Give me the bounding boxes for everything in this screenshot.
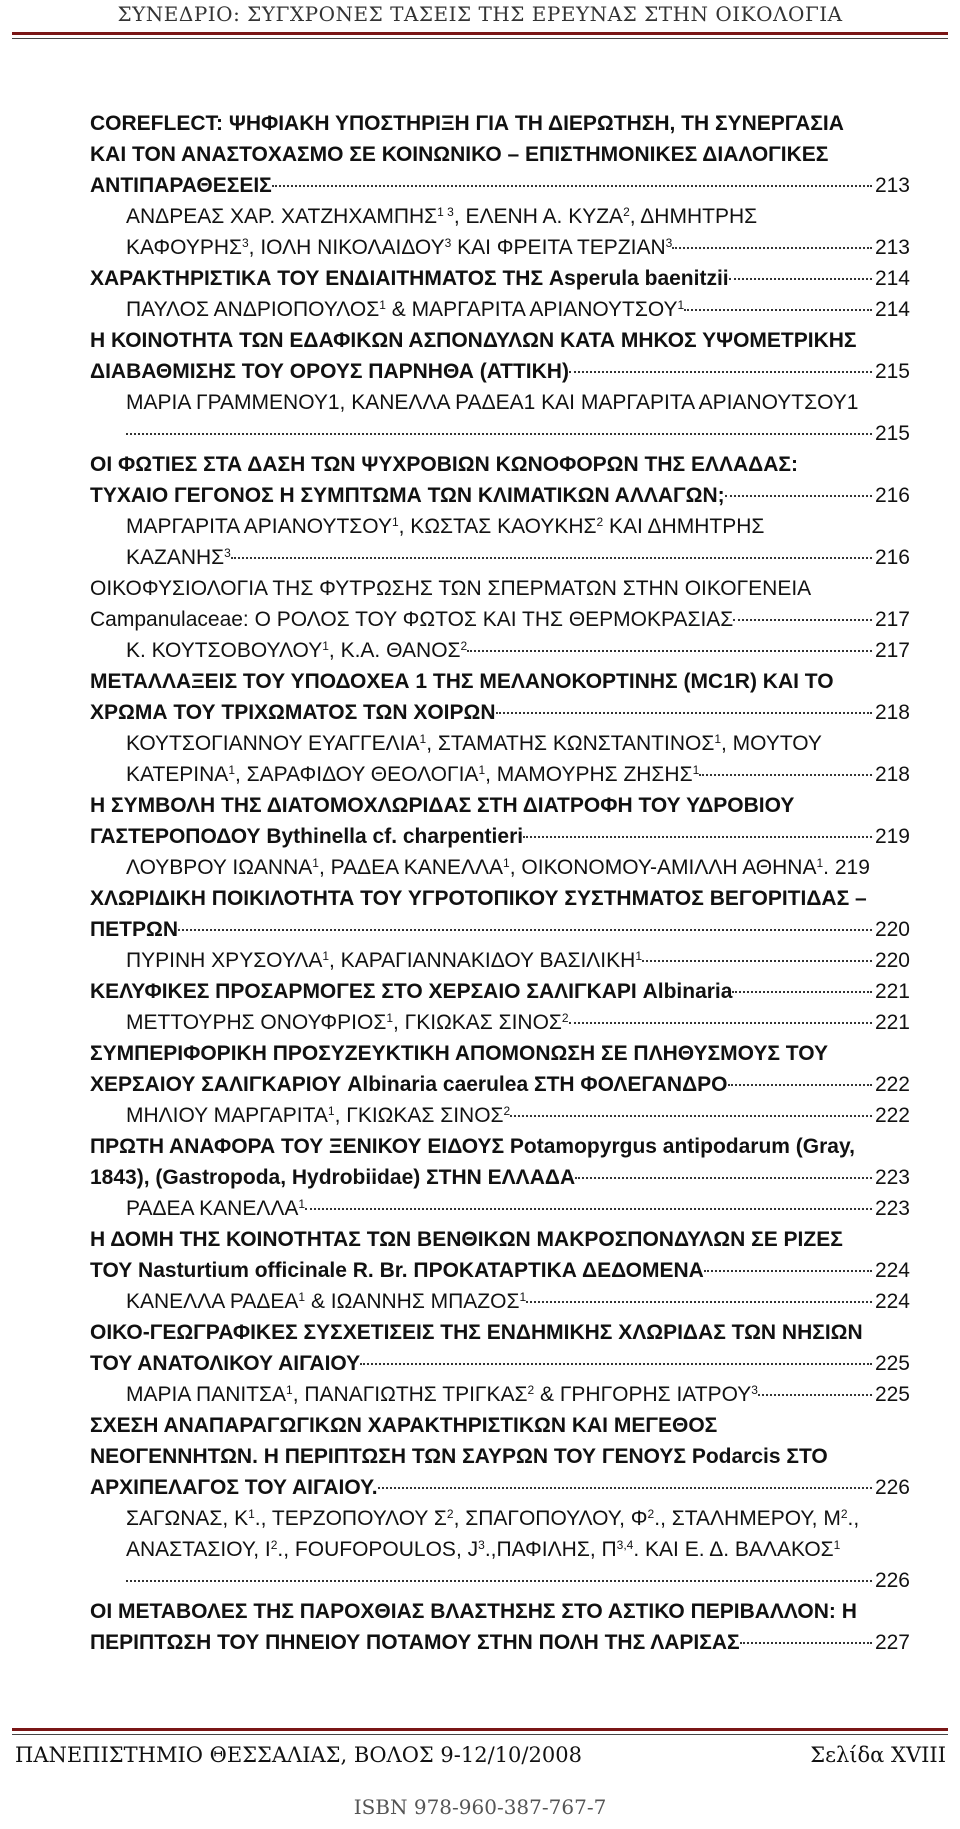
toc-line-text: ΟΙΚΟ-ΓΕΩΓΡΑΦΙΚΕΣ ΣΥΣΧΕΤΙΣΕΙΣ ΤΗΣ ΕΝΔΗΜΙΚΗΣ ΧΛΩΡΙΔΑΣ ΤΩΝ ΝΗΣΙΩΝ	[90, 1321, 863, 1344]
toc-line-text: ΜΑΡΓΑΡΙΤΑ ΑΡΙΑΝΟΥΤΣΟΥ$^1$, ΚΩΣΤΑΣ ΚΑΟΥΚΗΣ$^2$ ΚΑΙ ΔΗΜΗΤΡΗΣ	[126, 515, 765, 538]
toc-entry-line	[90, 294, 910, 325]
toc-page-number: 222	[874, 1073, 910, 1096]
toc-entry-line	[90, 1627, 910, 1658]
toc-entry-line	[90, 1069, 910, 1100]
leader-dots	[496, 712, 872, 714]
toc-page-number: 218	[874, 701, 910, 724]
toc-entry-line	[90, 1100, 910, 1131]
toc-line-text: COREFLECT: ΨΗΦΙΑΚΗ ΥΠΟΣΤΗΡΙΞΗ ΓΙΑ ΤΗ ΔΙΕΡΩΤΗΣΗ, ΤΗ ΣΥΝΕΡΓΑΣΙΑ	[90, 112, 844, 135]
toc-page-number: 220	[874, 918, 910, 941]
toc-entry-line	[90, 976, 910, 1007]
toc-page-number: 223	[874, 1197, 910, 1220]
toc-entry-line	[90, 418, 910, 449]
toc-line-text: ΜΑΡΙΑ ΠΑΝΙΤΣΑ$^1$, ΠΑΝΑΓΙΩΤΗΣ ΤΡΙΓΚΑΣ$^2$ & ΓΡΗΓΟΡΗΣ ΙΑΤΡΟΥ$^3$	[126, 1383, 758, 1406]
toc-line-text: ΛΟΥΒΡΟΥ ΙΩΑΝΝΑ$^1$, ΡΑΔΕΑ ΚΑΝΕΛΛΑ$^1$, ΟΙΚΟΝΟΜΟΥ-ΑΜΙΛΛΗ ΑΘΗΝΑ$^1$. 219	[126, 856, 870, 879]
leader-dots	[526, 1301, 872, 1303]
toc-line-text: ΤΟΥ Nasturtium officinale R. Br. ΠΡΟΚΑΤΑΡΤΙΚΑ ΔΕΔΟΜΕΝΑ	[90, 1259, 704, 1282]
toc-page-number: 214	[874, 298, 910, 321]
table-of-contents	[90, 108, 910, 1658]
toc-line-text: ΤΟΥ ΑΝΑΤΟΛΙΚΟΥ ΑΙΓΑΙΟΥ	[90, 1352, 361, 1375]
toc-entry-line	[90, 1286, 910, 1317]
toc-line-text: ΚΟΥΤΣΟΓΙΑΝΝΟΥ ΕΥΑΓΓΕΛΙΑ$^1$, ΣΤΑΜΑΤΗΣ ΚΩΝΣΤΑΝΤΙΝΟΣ$^1$, ΜΟΥΤΟΥ	[126, 732, 822, 755]
toc-line-text: ΧΑΡΑΚΤΗΡΙΣΤΙΚΑ ΤΟΥ ΕΝΔΙΑΙΤΗΜΑΤΟΣ ΤΗΣ Asperula baenitzii	[90, 267, 729, 290]
toc-entry-line	[90, 697, 910, 728]
toc-line-text: ΣΑΓΩΝΑΣ, $K^1$., ΤΕΡΖΟΠΟΥΛΟΥ $\Sigma^2$, ΣΠΑΓΟΠΟΥΛΟΥ, $\Phi^2$., ΣΤΑΛΗΜΕΡΟΥ, $M^2$.,	[126, 1507, 860, 1530]
toc-page-number: 215	[874, 360, 910, 383]
leader-dots	[523, 836, 872, 838]
toc-entry-line	[90, 170, 910, 201]
footer-rule	[12, 1728, 948, 1731]
toc-page-number: 213	[874, 174, 910, 197]
leader-dots	[684, 309, 872, 311]
toc-line-text: ΚΕΛΥΦΙΚΕΣ ΠΡΟΣΑΡΜΟΓΕΣ ΣΤΟ ΧΕΡΣΑΙΟ ΣΑΛΙΓΚΑΡΙ Albinaria	[90, 980, 733, 1003]
toc-line-text: Η ΣΥΜΒΟΛΗ ΤΗΣ ΔΙΑΤΟΜΟΧΛΩΡΙΔΑΣ ΣΤΗ ΔΙΑΤΡΟΦΗ ΤΟΥ ΥΔΡΟΒΙΟΥ	[90, 794, 795, 817]
toc-text-line	[90, 511, 910, 542]
toc-page-number: 216	[874, 484, 910, 507]
leader-dots	[126, 433, 872, 435]
toc-entry-line	[90, 635, 910, 666]
toc-entry-line	[90, 759, 910, 790]
toc-entry-line	[90, 1255, 910, 1286]
toc-line-text: Κ. ΚΟΥΤΣΟΒΟΥΛΟΥ$^1$, Κ.Α. ΘΑΝΟΣ$^2$	[126, 639, 468, 662]
toc-text-line	[90, 1224, 910, 1255]
toc-page-number: 224	[874, 1290, 910, 1313]
leader-dots	[642, 960, 872, 962]
toc-entry-line	[90, 356, 910, 387]
toc-line-text: ΤΥΧΑΙΟ ΓΕΓΟΝΟΣ Η ΣΥΜΠΤΩΜΑ ΤΩΝ ΚΛΙΜΑΤΙΚΩΝ ΑΛΛΑΓΩΝ;	[90, 484, 725, 507]
toc-line-text: ΚΑΝΕΛΛΑ ΡΑΔΕΑ$^1$ & ΙΩΑΝΝΗΣ ΜΠΑΖΟΣ$^1$	[126, 1290, 527, 1313]
toc-line-text: ΑΝΑΣΤΑΣΙΟΥ, $I^2$., FOUFOPOULOS, $J^3.,\Pi A\Phi I\Lambda H\Sigma$, Π$^{3,4}$. ΚΑΙ Ε. Δ. ΒΑΛΑΚΟΣ$^1$	[126, 1538, 841, 1561]
toc-line-text: ΧΕΡΣΑΙΟΥ ΣΑΛΙΓΚΑΡΙΟΥ Albinaria caerulea ΣΤΗ ΦΟΛΕΓΑΝΔΡΟ	[90, 1073, 728, 1096]
toc-text-line	[90, 201, 910, 232]
leader-dots	[467, 650, 872, 652]
toc-text-line	[90, 387, 910, 418]
toc-entry-line	[90, 263, 910, 294]
toc-text-line	[90, 883, 910, 914]
leader-dots	[231, 557, 872, 559]
toc-page-number: 213	[874, 236, 910, 259]
toc-page-number: 223	[874, 1166, 910, 1189]
toc-entry-line	[90, 1472, 910, 1503]
toc-entry-line	[90, 1193, 910, 1224]
toc-page-number: 218	[874, 763, 910, 786]
toc-line-text: ΑΡΧΙΠΕΛΑΓΟΣ ΤΟΥ ΑΙΓΑΙΟΥ.	[90, 1476, 378, 1499]
running-header: ΣΥΝΕΔΡΙΟ: ΣΥΓΧΡΟΝΕΣ ΤΑΣΕΙΣ ΤΗΣ ΕΡΕΥΝΑΣ ΣΤΗΝ ΟΙΚΟΛΟΓΙΑ	[117, 2, 843, 26]
toc-entry-line	[90, 1007, 910, 1038]
leader-dots	[305, 1208, 872, 1210]
toc-line-text: ΟΙΚΟΦΥΣΙΟΛΟΓΙΑ ΤΗΣ ΦΥΤΡΩΣΗΣ ΤΩΝ ΣΠΕΡΜΑΤΩΝ ΣΤΗΝ ΟΙΚΟΓΕΝΕΙΑ	[90, 577, 812, 600]
page-number: Σελίδα XVIII	[810, 1743, 946, 1767]
leader-dots	[672, 247, 872, 249]
toc-page-number: 214	[874, 267, 910, 290]
leader-dots	[733, 619, 872, 621]
leader-dots	[758, 1394, 872, 1396]
toc-line-text: Η ΚΟΙΝΟΤΗΤΑ ΤΩΝ ΕΔΑΦΙΚΩΝ ΑΣΠΟΝΔΥΛΩΝ ΚΑΤΑ ΜΗΚΟΣ ΥΨΟΜΕΤΡΙΚΗΣ	[90, 329, 857, 352]
leader-dots	[728, 1084, 872, 1086]
toc-text-line	[90, 790, 910, 821]
toc-page-number: 226	[874, 1476, 910, 1499]
leader-dots	[378, 1487, 872, 1489]
leader-dots	[272, 185, 872, 187]
leader-dots	[740, 1642, 872, 1644]
toc-entry-line	[90, 1348, 910, 1379]
footer-venue: ΠΑΝΕΠΙΣΤΗΜΙΟ ΘΕΣΣΑΛΙΑΣ, ΒΟΛΟΣ 9-12/10/2008	[15, 1743, 582, 1767]
leader-dots	[725, 495, 872, 497]
toc-entry-line	[90, 945, 910, 976]
toc-text-line	[90, 108, 910, 139]
toc-line-text: ΧΛΩΡΙΔΙΚΗ ΠΟΙΚΙΛΟΤΗΤΑ ΤΟΥ ΥΓΡΟΤΟΠΙΚΟΥ ΣΥΣΤΗΜΑΤΟΣ ΒΕΓΟΡΙΤΙΔΑΣ –	[90, 887, 867, 910]
toc-text-line	[90, 1317, 910, 1348]
leader-dots	[126, 1580, 872, 1582]
toc-entry-line	[90, 542, 910, 573]
toc-text-line	[90, 325, 910, 356]
isbn: ISBN 978-960-387-767-7	[353, 1795, 607, 1819]
header-rule-thin	[12, 38, 948, 39]
toc-entry-line	[90, 1162, 910, 1193]
leader-dots	[510, 1115, 872, 1117]
toc-page-number: 220	[874, 949, 910, 972]
toc-text-line	[90, 1410, 910, 1441]
toc-line-text: ΜΕΤΑΛΛΑΞΕΙΣ ΤΟΥ ΥΠΟΔΟΧΕΑ 1 ΤΗΣ ΜΕΛΑΝΟΚΟΡΤΙΝΗΣ (MC1R) ΚΑΙ ΤΟ	[90, 670, 834, 693]
header-rule	[12, 32, 948, 35]
toc-entry-line	[90, 1379, 910, 1410]
toc-text-line	[90, 1534, 910, 1565]
leader-dots	[729, 278, 872, 280]
toc-page-number: 217	[874, 639, 910, 662]
toc-text-line	[90, 573, 910, 604]
toc-line-text: ΠΑΥΛΟΣ ΑΝΔΡΙΟΠΟΥΛΟΣ$^1$ & ΜΑΡΓΑΡΙΤΑ ΑΡΙΑΝΟΥΤΣΟΥ$^1$	[126, 298, 685, 321]
footer-rule-thin	[12, 1734, 948, 1735]
toc-text-line	[90, 852, 910, 883]
toc-entry-line	[90, 914, 910, 945]
toc-line-text: ΟΙ ΦΩΤΙΕΣ ΣΤΑ ΔΑΣΗ ΤΩΝ ΨΥΧΡΟΒΙΩΝ ΚΩΝΟΦΟΡΩΝ ΤΗΣ ΕΛΛΑΔΑΣ:	[90, 453, 798, 476]
leader-dots	[569, 1022, 872, 1024]
toc-entry-line	[90, 821, 910, 852]
toc-line-text: ΔΙΑΒΑΘΜΙΣΗΣ ΤΟΥ ΟΡΟΥΣ ΠΑΡΝΗΘΑ (ΑΤΤΙΚΗ)	[90, 360, 569, 383]
leader-dots	[704, 1270, 872, 1272]
toc-entry-line	[90, 1565, 910, 1596]
toc-line-text: ΚΑΦΟΥΡΗΣ$^3$, ΙΟΛΗ ΝΙΚΟΛΑΙΔΟΥ$^3$ ΚΑΙ ΦΡΕΙΤΑ ΤΕΡΖΙΑΝ$^3$	[126, 236, 673, 259]
toc-line-text: ΓΑΣΤΕΡΟΠΟΔΟΥ Bythinella cf. charpentieri	[90, 825, 524, 848]
toc-page-number: 224	[874, 1259, 910, 1282]
toc-line-text: Η ΔΟΜΗ ΤΗΣ ΚΟΙΝΟΤΗΤΑΣ ΤΩΝ ΒΕΝΘΙΚΩΝ ΜΑΚΡΟΣΠΟΝΔΥΛΩΝ ΣΕ ΡΙΖΕΣ	[90, 1228, 843, 1251]
toc-line-text: ΚΑΖΑΝΗΣ$^3$	[126, 546, 231, 569]
toc-line-text: ΝΕΟΓΕΝΝΗΤΩΝ. Η ΠΕΡΙΠΤΩΣΗ ΤΩΝ ΣΑΥΡΩΝ ΤΟΥ ΓΕΝΟΥΣ Podarcis ΣΤΟ	[90, 1445, 828, 1468]
toc-text-line	[90, 1503, 910, 1534]
leader-dots	[732, 991, 872, 993]
toc-line-text: ΑΝΤΙΠΑΡΑΘΕΣΕΙΣ	[90, 174, 272, 197]
toc-line-text: ΟΙ ΜΕΤΑΒΟΛΕΣ ΤΗΣ ΠΑΡΟΧΘΙΑΣ ΒΛΑΣΤΗΣΗΣ ΣΤΟ ΑΣΤΙΚΟ ΠΕΡΙΒΑΛΛΟΝ: Η	[90, 1600, 857, 1623]
toc-line-text: ΣΥΜΠΕΡΙΦΟΡΙΚΗ ΠΡΟΣΥΖΕΥΚΤΙΚΗ ΑΠΟΜΟΝΩΣΗ ΣΕ ΠΛΗΘΥΣΜΟΥΣ ΤΟΥ	[90, 1042, 828, 1065]
toc-text-line	[90, 666, 910, 697]
toc-line-text: ΑΝΔΡΕΑΣ ΧΑΡ. $XATZHXAM\Pi H\Sigma^{1 3}$, ΕΛΕΝΗ Α. ΚΥΖΑ$^2$, ΔΗΜΗΤΡΗΣ	[126, 205, 758, 228]
toc-line-text: ΚΑΙ ΤΟΝ ΑΝΑΣΤΟΧΑΣΜΟ ΣΕ ΚΟΙΝΩΝΙΚΟ – ΕΠΙΣΤΗΜΟΝΙΚΕΣ ΔΙΑΛΟΓΙΚΕΣ	[90, 143, 829, 166]
toc-line-text: ΜΕΤΤΟΥΡΗΣ ΟΝΟΥΦΡΙΟΣ$^1$, ΓΚΙΩΚΑΣ ΣΙΝΟΣ$^2$	[126, 1011, 569, 1034]
toc-line-text: ΣΧΕΣΗ ΑΝΑΠΑΡΑΓΩΓΙΚΩΝ ΧΑΡΑΚΤΗΡΙΣΤΙΚΩΝ ΚΑΙ ΜΕΓΕΘΟΣ	[90, 1414, 718, 1437]
toc-page-number: 215	[874, 422, 910, 445]
toc-page-number: 226	[874, 1569, 910, 1592]
toc-line-text: ΠΡΩΤΗ ΑΝΑΦΟΡΑ ΤΟΥ ΞΕΝΙΚΟΥ ΕΙΔΟΥΣ Potamopyrgus antipodarum (Gray,	[90, 1135, 855, 1158]
toc-entry-line	[90, 232, 910, 263]
toc-line-text: 1843), (Gastropoda, Hydrobiidae) ΣΤΗΝ ΕΛΛΑΔΑ	[90, 1166, 576, 1189]
toc-line-text: ΧΡΩΜΑ ΤΟΥ ΤΡΙΧΩΜΑΤΟΣ ΤΩΝ ΧΟΙΡΩΝ	[90, 701, 496, 724]
toc-line-text: Campanulaceae: Ο ΡΟΛΟΣ ΤΟΥ ΦΩΤΟΣ ΚΑΙ ΤΗΣ ΘΕΡΜΟΚΡΑΣΙΑΣ	[90, 608, 734, 631]
toc-line-text: ΠΥΡΙΝΗ ΧΡΥΣΟΥΛΑ$^1$, ΚΑΡΑΓΙΑΝΝΑΚΙΔΟΥ ΒΑΣΙΛΙΚΗ$^1$	[126, 949, 642, 972]
toc-line-text: ΜΑΡΙΑ ΓΡΑΜΜΕΝΟΥ1, ΚΑΝΕΛΛΑ ΡΑΔΕΑ1 ΚΑΙ ΜΑΡΓΑΡΙΤΑ ΑΡΙΑΝΟΥΤΣΟΥ1	[126, 391, 859, 414]
toc-page-number: 219	[874, 825, 910, 848]
leader-dots	[575, 1177, 872, 1179]
toc-page-number: 227	[874, 1631, 910, 1654]
toc-line-text: ΜΗΛΙΟΥ ΜΑΡΓΑΡΙΤΑ$^1$, ΓΚΙΩΚΑΣ ΣΙΝΟΣ$^2$	[126, 1104, 511, 1127]
leader-dots	[360, 1363, 872, 1365]
toc-line-text: ΚΑΤΕΡΙΝΑ$^1$, ΣΑΡΑΦΙΔΟΥ ΘΕΟΛΟΓΙΑ$^1$, ΜΑΜΟΥΡΗΣ ΖΗΣΗΣ$^1$	[126, 763, 700, 786]
leader-dots	[569, 371, 872, 373]
toc-text-line	[90, 728, 910, 759]
toc-line-text: ΠΕΡΙΠΤΩΣΗ ΤΟΥ ΠΗΝΕΙΟΥ ΠΟΤΑΜΟΥ ΣΤΗΝ ΠΟΛΗ ΤΗΣ ΛΑΡΙΣΑΣ	[90, 1631, 740, 1654]
toc-entry-line	[90, 604, 910, 635]
leader-dots	[178, 929, 872, 931]
toc-entry-line	[90, 480, 910, 511]
leader-dots	[699, 774, 872, 776]
toc-page-number: 216	[874, 546, 910, 569]
toc-line-text: ΠΕΤΡΩΝ	[90, 918, 179, 941]
toc-text-line	[90, 1596, 910, 1627]
toc-page-number: 222	[874, 1104, 910, 1127]
toc-line-text: ΡΑΔΕΑ ΚΑΝΕΛΛΑ$^1$	[126, 1197, 306, 1220]
toc-text-line	[90, 1131, 910, 1162]
toc-text-line	[90, 1038, 910, 1069]
toc-page-number: 217	[874, 608, 910, 631]
toc-page-number: 225	[874, 1352, 910, 1375]
toc-text-line	[90, 139, 910, 170]
toc-page-number: 225	[874, 1383, 910, 1406]
toc-page-number: 221	[874, 1011, 910, 1034]
toc-text-line	[90, 449, 910, 480]
toc-text-line	[90, 1441, 910, 1472]
toc-page-number: 221	[874, 980, 910, 1003]
